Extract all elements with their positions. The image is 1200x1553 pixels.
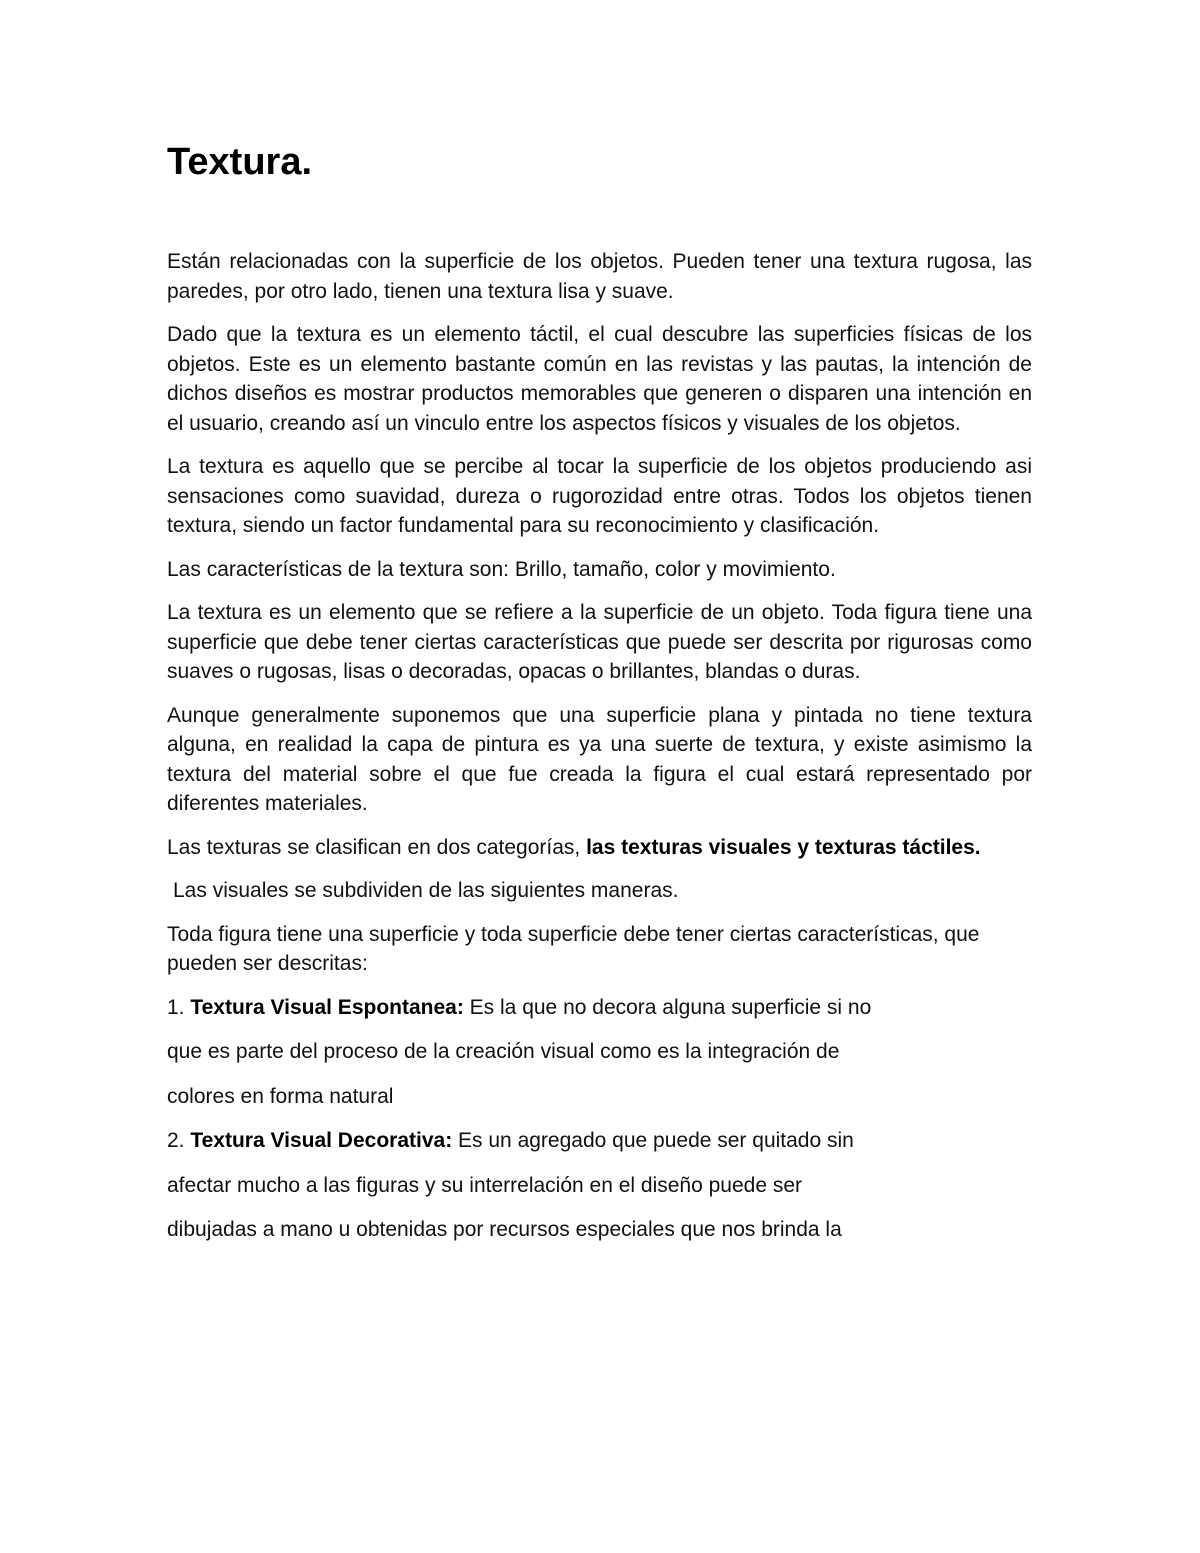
list-item-1-heading: Textura Visual Espontanea: (190, 995, 464, 1019)
list-item-2-line-3: dibujadas a mano u obtenidas por recursos especiales que nos brinda la (167, 1218, 842, 1241)
paragraph-3: La textura es aquello que se percibe al tocar la superficie de los objetos produciendo asi sensaciones como suavidad, dureza o rugorozidad entre otras. Todos los objetos tienen textura, siendo un factor fundamental para su reconocimiento y clasificación. (167, 455, 1032, 537)
document-title: Textura. (167, 141, 313, 183)
list-item-2-text: Es un agregado que puede ser quitado sin (452, 1129, 854, 1152)
categories-bold: las texturas visuales y texturas táctiles. (586, 835, 981, 859)
list-item-1-line-2: que es parte del proceso de la creación visual como es la integración de (167, 1040, 840, 1063)
list-item-1-number: 1. (167, 995, 191, 1019)
categories-intro: Las texturas se clasifican en dos categorías, (167, 835, 587, 859)
list-item-1-line-1 (167, 993, 1032, 1023)
paragraph-4: Las características de la textura son: Brillo, tamaño, color y movimiento. (167, 557, 836, 581)
list-item-2-heading: Textura Visual Decorativa: (190, 1129, 453, 1152)
list-item-2-number: 2. (167, 1129, 191, 1152)
categories-paragraph (167, 833, 1032, 863)
paragraph-5: La textura es un elemento que se refiere a la superficie de un objeto. Toda figura tiene una superficie que debe tener ciertas características que puede ser descrita por rigurosas como suaves o rugosas, lisas o decoradas, opacas o brillantes, blandas o duras. (167, 601, 1032, 683)
list-item-2-line-1 (167, 1126, 1032, 1156)
paragraph-6: Aunque generalmente suponemos que una superficie plana y pintada no tiene textura alguna, en realidad la capa de pintura es ya una suerte de textura, y existe asimismo la textura del material sobre el que fue creada la figura el cual estará representado por diferentes materiales. (167, 703, 1032, 815)
paragraph-2: Dado que la textura es un elemento táctil, el cual descubre las superficies físicas de los objetos. Este es un elemento bastante común en las revistas y las pautas, la intención de dichos diseños es mostrar productos memorables que generen o disparen una intención en el usuario, creando así un vinculo entre los aspectos físicos y visuales de los objetos. (167, 323, 1032, 435)
figura-line: Toda figura tiene una superficie y toda superficie debe tener ciertas características, que pueden ser descritas: (167, 922, 980, 975)
document-body (167, 140, 1032, 1260)
list-item-1-line-3: colores en forma natural (167, 1084, 394, 1108)
list-item-2-line-2: afectar mucho a las figuras y su interrelación en el diseño puede ser (167, 1173, 803, 1197)
visuales-line: Las visuales se subdividen de las siguientes maneras. (173, 879, 679, 902)
list-item-1-text: Es la que no decora alguna superficie si no (463, 995, 872, 1019)
paragraph-1: Están relacionadas con la superficie de los objetos. Pueden tener una textura rugosa, las paredes, por otro lado, tienen una textura lisa y suave. (167, 250, 1032, 303)
body-text (167, 247, 1032, 1245)
